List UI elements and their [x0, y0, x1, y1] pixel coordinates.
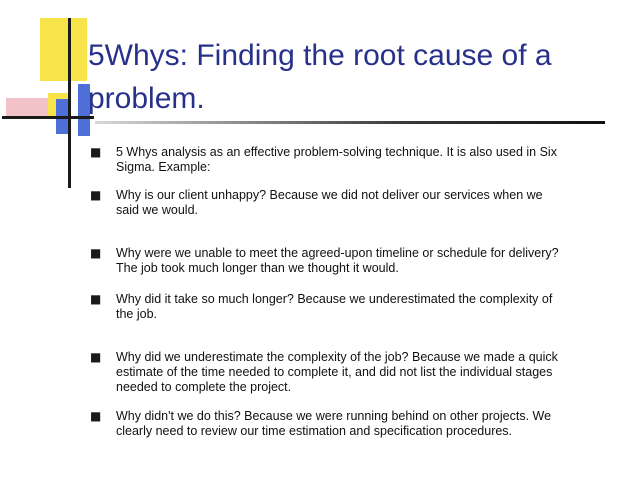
bullet-text — [116, 246, 616, 276]
bullet-line: 5 Whys analysis as an effective problem-solving technique. It is also used in Six — [116, 145, 557, 159]
square-bullet-icon: ■ — [90, 292, 102, 306]
decorative-vertical-line — [68, 18, 71, 188]
decorative-yellow-square — [40, 18, 87, 81]
bullet-line: Sigma. Example: — [116, 160, 211, 174]
bullet-line: said we would. — [116, 203, 198, 217]
bullet-line: Why is our client unhappy? Because we did not deliver our services when we — [116, 188, 543, 202]
bullet-text — [116, 292, 616, 322]
bullet-line: estimate of the time needed to complete it, and did not list the individual stages — [116, 365, 553, 379]
bullet-text — [116, 145, 616, 175]
bullet-line: Why did we underestimate the complexity of the job? Because we made a quick — [116, 350, 558, 364]
square-bullet-icon: ■ — [90, 350, 102, 364]
decorative-pink-square — [6, 98, 50, 117]
bullet-line: clearly need to review our time estimation and specification procedures. — [116, 424, 513, 438]
title-underline — [95, 121, 605, 124]
bullet-line: Why did it take so much longer? Because we underestimated the complexity of — [116, 292, 553, 306]
square-bullet-icon: ■ — [90, 145, 102, 159]
bullet-line: the job. — [116, 307, 158, 321]
square-bullet-icon: ■ — [90, 409, 102, 423]
bullet-text — [116, 188, 616, 218]
decorative-horizontal-line — [2, 116, 94, 119]
bullet-text — [116, 350, 616, 395]
square-bullet-icon: ■ — [90, 246, 102, 260]
slide-title: 5Whys: Finding the root cause of a problem. — [88, 39, 552, 115]
bullet-line: Why didn't we do this? Because we were running behind on other projects. We — [116, 409, 552, 423]
bullet-text — [116, 409, 616, 439]
bullet-line: The job took much longer than we thought it would. — [116, 261, 399, 275]
square-bullet-icon: ■ — [90, 188, 102, 202]
bullet-line: needed to complete the project. — [116, 380, 292, 394]
bullet-line: Why were we unable to meet the agreed-upon timeline or schedule for delivery? — [116, 246, 559, 260]
